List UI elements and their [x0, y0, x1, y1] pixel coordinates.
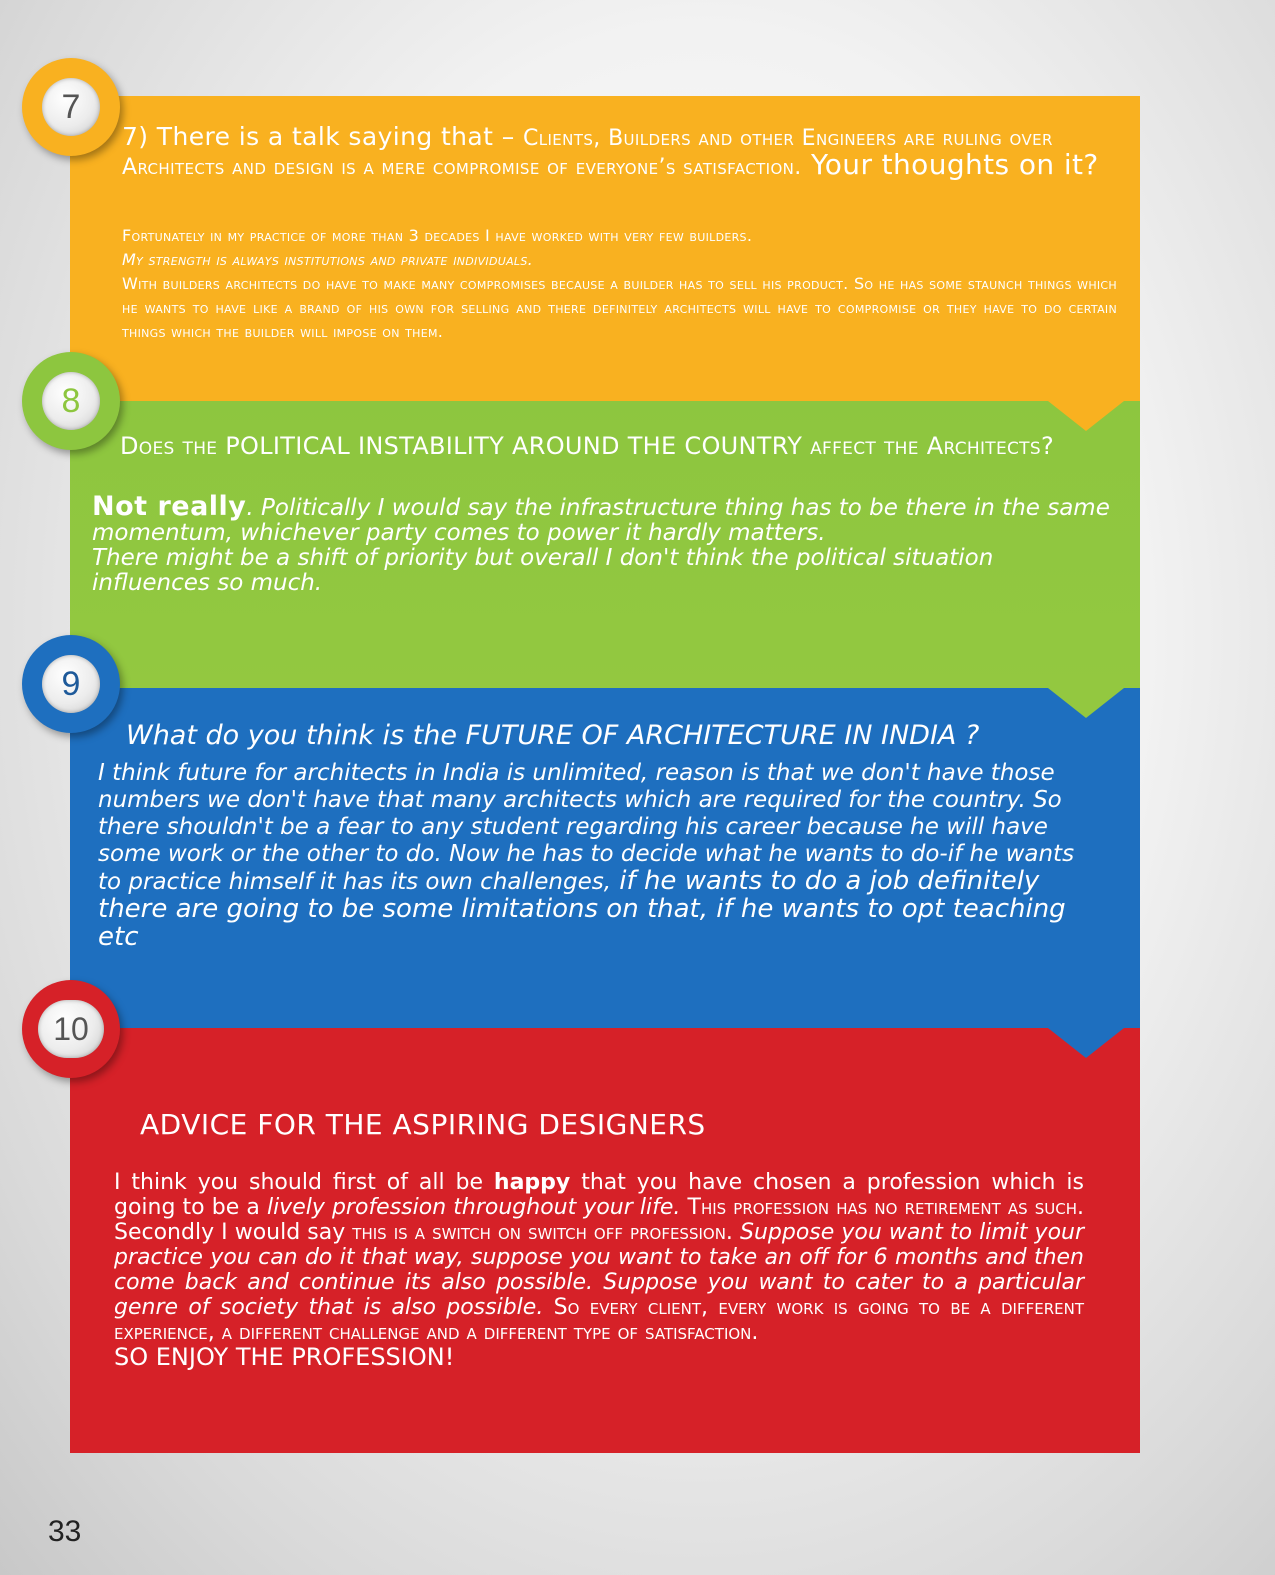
advice-closing: SO ENJOY THE PROFESSION! — [114, 1343, 455, 1371]
advice-part-3: This profession has no retirement as such. — [680, 1195, 1084, 1220]
question-7-panel — [70, 96, 1140, 401]
answer-7 — [122, 224, 1117, 344]
answer-9 — [98, 760, 1088, 952]
advice-part-2: lively profession throughout your life. — [266, 1195, 681, 1220]
answer-8 — [92, 491, 1114, 596]
answer-7-paragraph-3: With builders architects do have to make many compromises because a builder has to sell his product. So he has some staunch things which he wants to have like a brand of his own for selling and there definitely architects will have to compromise or they have to do certain things which the builder will impose on them. — [122, 274, 1117, 341]
advice-happy: happy — [493, 1170, 571, 1195]
badge-10-label: 10 — [38, 1000, 104, 1058]
badge-8-label: 8 — [42, 372, 100, 430]
panel-9-pointer — [1048, 1028, 1124, 1058]
badge-7-label: 7 — [42, 78, 100, 136]
advice-part-5: this is a switch on switch off profession. — [345, 1220, 733, 1245]
answer-8-lead: Not really — [92, 491, 247, 522]
advice-text — [114, 1170, 1084, 1371]
question-9-panel — [70, 688, 1140, 1028]
answer-8-paragraph-2: There might be a shift of priority but overall I don't think the political situation influences so much. — [92, 545, 994, 596]
answer-9-part-a: I think future for architects in India is unlimited, reason is that we don't have those numbers we don't have that many architects which are required for the country. So there shouldn't be a fear to any student regarding his career because he will have some work or the other to do. Now he has to decide what he wants to do-if he wants to practice himself it has its own challenges, — [98, 760, 1075, 895]
panel-8-pointer — [1048, 688, 1124, 718]
question-7-prefix: 7) There is a talk saying that – — [122, 122, 523, 151]
advice-part-6: Suppose you want to limit your practice you can do it that way, suppose you want to take an off for 6 months and then come back and continue its also possible. Suppose you want to cater to a particular genre of society that is also possible. — [114, 1220, 1085, 1320]
answer-9-part-b: if he wants to do a job definitely there are going to be some limitations on that, if he wants to opt teaching etc — [98, 866, 1066, 952]
advice-part-1-tail: that you have chosen a profession which is going to be a — [114, 1170, 1084, 1220]
number-badge-10 — [22, 980, 120, 1078]
question-8-panel — [70, 398, 1140, 688]
number-badge-9 — [22, 635, 120, 733]
advice-panel — [70, 1028, 1140, 1453]
question-7-body: Clients, Builders and other Engineers are ruling over Architects and design is a mere compromise of everyone’s satisfaction. — [122, 126, 1053, 180]
advice-part-4: Secondly I would say — [114, 1220, 346, 1245]
question-8-text: Does the POLITICAL INSTABILITY AROUND THE COUNTRY affect the Architects? — [120, 432, 1054, 460]
number-badge-8 — [22, 352, 120, 450]
answer-7-paragraph-2: My strength is always institutions and private individuals. — [122, 250, 533, 269]
answer-7-paragraph-1: Fortunately in my practice of more than 3 decades I have worked with very few builders. — [122, 226, 753, 245]
question-9-text: What do you think is the FUTURE OF ARCHITECTURE IN INDIA ? — [126, 720, 980, 751]
question-7-tail: Your thoughts on it? — [801, 148, 1099, 181]
badge-9-label: 9 — [42, 655, 100, 713]
question-7-text — [122, 124, 1117, 181]
number-badge-7 — [22, 58, 120, 156]
advice-part-7: So every client, every work is going to be a different experience, a different challenge and a different type of satisfaction. — [114, 1295, 1084, 1345]
panel-7-pointer — [1048, 401, 1124, 431]
page-number: 33 — [48, 1515, 82, 1548]
advice-heading: ADVICE FOR THE ASPIRING DESIGNERS — [140, 1108, 706, 1141]
answer-8-rest: . Politically I would say the infrastructure thing has to be there in the same momentum, whichever party comes to power it hardly matters. — [92, 495, 1110, 546]
advice-part-1: I think you should first of all be — [114, 1170, 494, 1195]
